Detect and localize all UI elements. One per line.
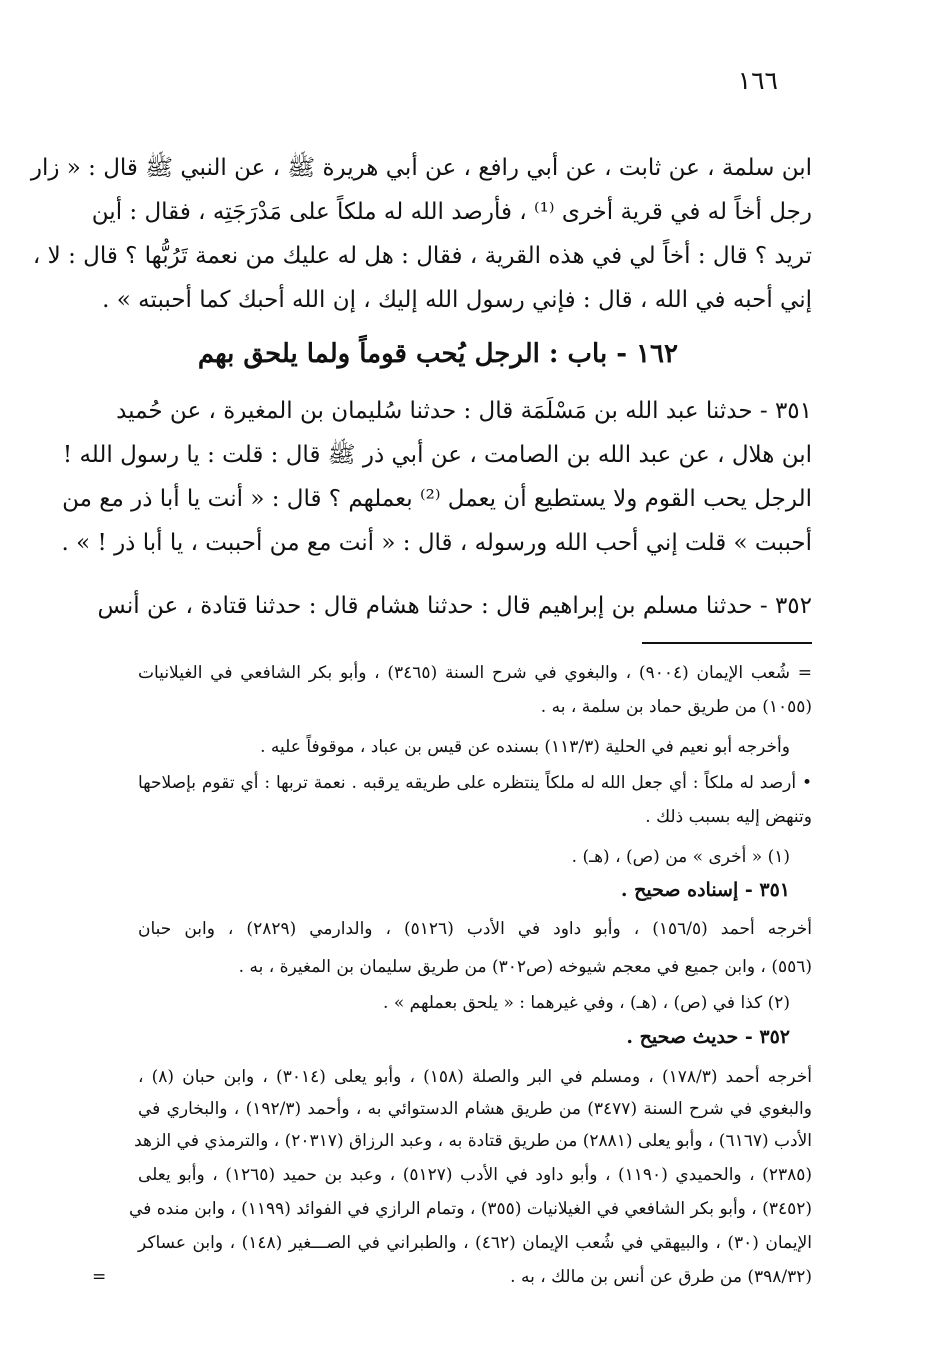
footnote-grade: ٣٥٢ - حديث صحيح . (626, 1026, 790, 1048)
text-line: ابن سلمة ، عن ثابت ، عن أبي رافع ، عن أبي هريرة ﷺ ، عن النبي ﷺ قال : « زار (30, 155, 812, 181)
text-line: تريد ؟ قال : أخاً لي في هذه القرية ، فقال : هل له عليك من نعمة تَرُبُّها ؟ قال : لا ، (32, 243, 812, 269)
text-line: أحببت » قلت إني أحب الله ورسوله ، قال : « أنت مع من أحببت ، يا أبا ذر ! » . (61, 530, 812, 556)
footnote-line: الإيمان (٣٠) ، والبيهقي في شُعب الإيمان (٤٦٢) ، والطبراني في الصـــغير (١٤٨) ، وابن عساكر (138, 1233, 812, 1253)
footnote-line: (٥٥٦) ، وابن جميع في معجم شيوخه (ص٣٠٢) من طريق سليمان بن المغيرة ، به . (238, 957, 812, 977)
footnote-grade: ٣٥١ - إسناده صحيح . (620, 879, 790, 901)
page-number: ١٦٦ (737, 66, 778, 95)
footnote-line: (٢٣٨٥) ، والحميدي (١١٩٠) ، وأبو داود في الأدب (٥١٢٧) ، وعبد بن حميد (١٢٦٥) ، وأبو يعلى (138, 1165, 812, 1185)
text-line: رجل أخاً له في قرية أخرى ⁽¹⁾ ، فأرصد الله له ملكاً على مَدْرَجَتِه ، فقال : أين (91, 199, 812, 225)
text-line: ٣٥١ - حدثنا عبد الله بن مَسْلَمَة قال : حدثنا سُليمان بن المغيرة ، عن حُميد (116, 398, 812, 424)
footnote-line: (٣٩٨/٣٢) من طرق عن أنس بن مالك ، به . (510, 1267, 812, 1287)
footnote-line: (٣٤٥٢) ، وأبو بكر الشافعي في الغيلانيات (٣٥٥) ، وتمام الرازي في الفوائد (١١٩٩) ، وابن منده في (129, 1199, 812, 1219)
footnote-line: = شُعب الإيمان (٩٠٠٤) ، والبغوي في شرح السنة (٣٤٦٥) ، وأبو بكر الشافعي في الغيلانيات (138, 663, 812, 683)
chapter-heading: ١٦٢ - باب : الرجل يُحب قوماً ولما يلحق بهم (197, 339, 678, 369)
footnote-gloss: • أرصد له ملكاً : أي جعل الله له ملكاً ينتظره على طريقه يرقبه . نعمة تربها : أي تقوم بإصلاحها (138, 773, 812, 793)
footnote-line: أخرجه أحمد (١٧٨/٣) ، ومسلم في البر والصلة (١٥٨) ، وأبو يعلى (٣٠١٤) ، وابن حبان (٨) ، (138, 1067, 813, 1087)
footnote-note: (١) « أخرى » من (ص) ، (هـ) . (571, 847, 790, 867)
continuation-mark: = (92, 1267, 107, 1287)
footnote-line: (١٠٥٥) من طريق حماد بن سلمة ، به . (540, 697, 812, 717)
footnote-note: (٢) كذا في (ص) ، (هـ) ، وفي غيرهما : « يلحق بعملهم » . (383, 993, 790, 1013)
footnote-line: وأخرجه أبو نعيم في الحلية (١١٣/٣) بسنده عن قيس بن عباد ، موقوفاً عليه . (260, 737, 790, 757)
footnote-gloss: وتنهض إليه بسبب ذلك . (645, 807, 812, 827)
footnote-line: والبغوي في شرح السنة (٣٤٧٧) من طريق هشام الدستوائي به ، وأحمد (١٩٢/٣) ، والبخاري في (138, 1099, 812, 1119)
paragraph-hadith-continuation (30, 146, 812, 322)
paragraph-hadith-352 (97, 584, 812, 628)
text-line: ٣٥٢ - حدثنا مسلم بن إبراهيم قال : حدثنا هشام قال : حدثنا قتادة ، عن أنس (97, 593, 812, 619)
footnote-line: أخرجه أحمد (١٥٦/٥) ، وأبو داود في الأدب (٥١٢٦) ، والدارمي (٢٨٢٩) ، وابن حبان (138, 919, 812, 939)
footnote-line: الأدب (٦١٦٧) ، وأبو يعلى (٢٨٨١) من طريق قتادة به ، وعبد الرزاق (٢٠٣١٧) ، والترمذي في الزهد (134, 1131, 812, 1151)
footnote-separator (642, 642, 812, 644)
text-line: إني أحبه في الله ، قال : فإني رسول الله إليك ، إن الله أحبك كما أحببته » . (102, 287, 812, 313)
paragraph-hadith-351 (61, 389, 812, 565)
text-line: الرجل يحب القوم ولا يستطيع أن يعمل ⁽²⁾ بعملهم ؟ قال : « أنت يا أبا ذر مع من (62, 486, 812, 512)
text-line: ابن هلال ، عن عبد الله بن الصامت ، عن أبي ذر ﷺ قال : قلت : يا رسول الله ! (62, 442, 812, 468)
